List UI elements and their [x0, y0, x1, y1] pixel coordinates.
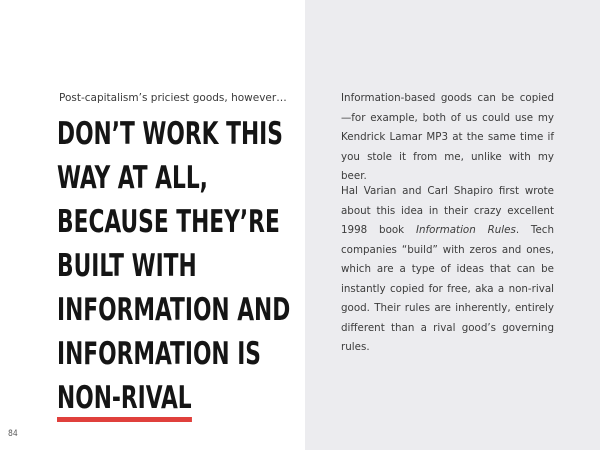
page-number: 84: [8, 429, 18, 439]
kicker-text: Post-capitalism’s priciest goods, however…: [59, 92, 287, 104]
headline-line: INFORMATION IS: [57, 336, 261, 372]
headline-line: DON’T WORK THIS: [57, 116, 283, 152]
headline-line: INFORMATION AND: [57, 292, 291, 328]
paragraph-2-lead: Hal Varian and Carl Shapiro first wrote about this idea in their crazy excellent 1998 book: [341, 185, 554, 236]
book-title: Information Rules: [415, 224, 516, 236]
paragraph-2-rest: . Tech companies “build” with zeros and ones, which are a type of ideas that can be instantly copied for free, aka a non-rival good. Their rules are inherently, entirely different than a rival good’s governing rules.: [341, 224, 554, 353]
headline: [57, 112, 291, 420]
headline-line: BUILT WITH: [57, 248, 197, 284]
body-paragraph-2: [341, 182, 554, 358]
headline-line: BECAUSE THEY’RE: [57, 204, 280, 240]
headline-line-last: [57, 376, 244, 420]
body-paragraph-1: Information-based goods can be copied—for example, both of us could use my Kendrick Lamar MP3 at the same time if you stole it from me, unlike with my beer.: [341, 92, 554, 182]
headline-line: WAY AT ALL,: [57, 160, 208, 196]
highlighted-phrase: NON-RIVAL: [57, 376, 192, 420]
